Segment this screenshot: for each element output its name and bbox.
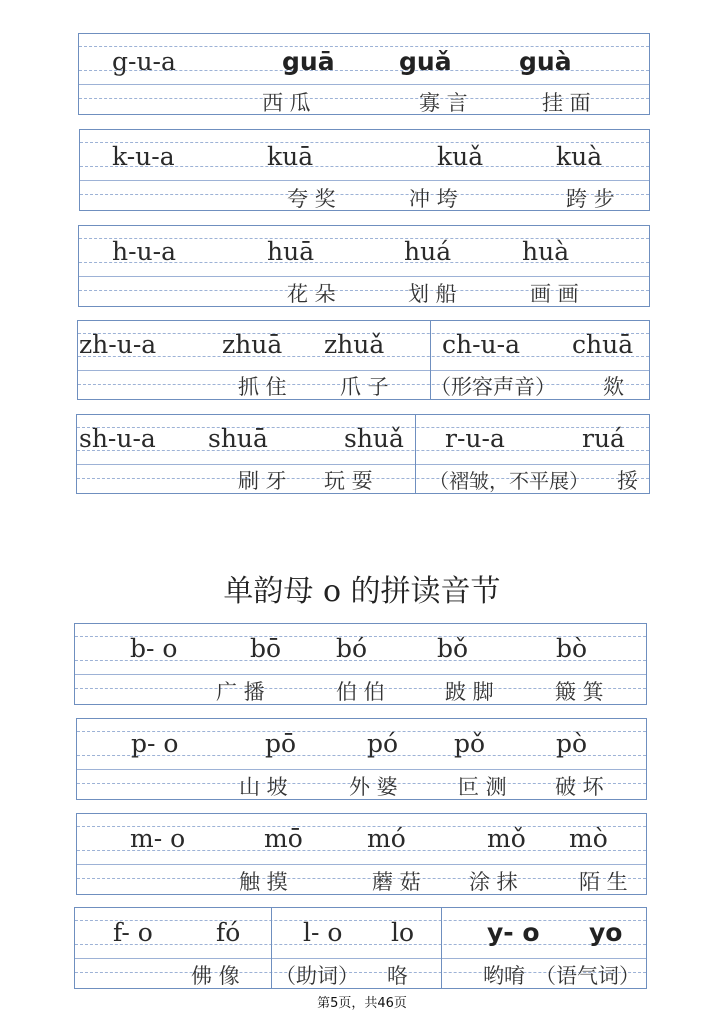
spell: b- o <box>130 634 178 663</box>
note: （褶皱，不平展） <box>429 469 589 493</box>
word: 外 婆 <box>349 775 398 799</box>
word: 蘑 菇 <box>372 870 421 894</box>
syllable: bò <box>556 634 588 663</box>
pinyin-row-b <box>74 623 647 705</box>
spell: l- o <box>303 918 343 947</box>
word: 广 播 <box>216 680 265 704</box>
pinyin-row-sh-r <box>76 414 650 494</box>
note: （助词） <box>275 964 359 988</box>
spell: p- o <box>131 729 179 758</box>
syllable: zhuǎ <box>324 330 385 359</box>
word: 陌 生 <box>579 870 628 894</box>
syllable: kuā <box>267 142 314 171</box>
word: 挂 面 <box>542 91 591 115</box>
spell: m- o <box>130 824 186 853</box>
word: 佛 像 <box>191 964 240 988</box>
word: 玩 耍 <box>324 469 373 493</box>
word: 刷 牙 <box>238 469 287 493</box>
word: 咯 <box>387 964 408 988</box>
syllable: pò <box>556 729 588 758</box>
syllable: kuǎ <box>437 142 484 171</box>
syllable: mò <box>569 824 608 853</box>
word: 跨 步 <box>566 187 615 211</box>
syllable: bō <box>250 634 282 663</box>
syllable: zhuā <box>222 330 283 359</box>
word: 寡 言 <box>419 91 468 115</box>
note: （形容声音） <box>430 375 556 399</box>
note: （语气词） <box>535 964 640 988</box>
spell: g-u-a <box>112 47 176 76</box>
syllable: bó <box>336 634 368 663</box>
syllable: shuā <box>208 424 268 453</box>
spell: k-u-a <box>112 142 175 171</box>
page-footer: 第5页，共46页 <box>317 996 407 1011</box>
word: 夸 奖 <box>287 187 336 211</box>
syllable: pǒ <box>454 729 486 758</box>
spell: r-u-a <box>445 424 505 453</box>
syllable: pō <box>265 729 297 758</box>
word: 欻 <box>603 375 624 399</box>
word: 触 摸 <box>239 870 288 894</box>
syllable: guà <box>519 47 572 76</box>
word: 划 船 <box>408 282 457 306</box>
spell: zh-u-a <box>79 330 157 359</box>
spell: sh-u-a <box>79 424 156 453</box>
pinyin-row-h <box>78 225 650 307</box>
syllable: chuā <box>572 330 634 359</box>
spell: y- o <box>487 918 540 947</box>
word: 簸 箕 <box>555 680 604 704</box>
word: 山 坡 <box>239 775 288 799</box>
syllable: fó <box>216 918 241 947</box>
syllable: ruá <box>582 424 625 453</box>
word: 抓 住 <box>238 375 287 399</box>
pinyin-row-k <box>79 129 650 211</box>
syllable: guā <box>282 47 335 76</box>
syllable: guǎ <box>399 47 452 76</box>
spell: h-u-a <box>112 237 177 266</box>
syllable: lo <box>391 918 415 947</box>
word: 冲 垮 <box>409 187 458 211</box>
word: 哟唷 <box>483 964 525 988</box>
pinyin-row-f-l-y <box>74 907 647 989</box>
word: 叵 测 <box>458 775 507 799</box>
syllable: kuà <box>556 142 603 171</box>
spell: f- o <box>113 918 153 947</box>
word: 挼 <box>617 469 638 493</box>
word: 爪 子 <box>340 375 389 399</box>
syllable: shuǎ <box>344 424 404 453</box>
spell: ch-u-a <box>442 330 521 359</box>
syllable: pó <box>367 729 399 758</box>
syllable: bǒ <box>437 634 469 663</box>
syllable: mǒ <box>487 824 526 853</box>
word: 花 朵 <box>287 282 336 306</box>
word: 破 坏 <box>555 775 604 799</box>
word: 伯 伯 <box>336 680 385 704</box>
syllable: mō <box>264 824 303 853</box>
syllable: huá <box>404 237 452 266</box>
word: 画 画 <box>530 282 579 306</box>
section-title: 单韵母 o 的拼读音节 <box>223 574 501 609</box>
syllable: huā <box>267 237 315 266</box>
word: 涂 抹 <box>469 870 518 894</box>
syllable: yo <box>589 918 623 947</box>
pinyin-row-m <box>76 813 647 895</box>
word: 跛 脚 <box>445 680 494 704</box>
pinyin-row-zh-ch <box>77 320 650 400</box>
syllable: huà <box>522 237 570 266</box>
pinyin-row-p <box>76 718 647 800</box>
pinyin-row-g <box>78 33 650 115</box>
word: 西 瓜 <box>262 91 311 115</box>
syllable: mó <box>367 824 406 853</box>
